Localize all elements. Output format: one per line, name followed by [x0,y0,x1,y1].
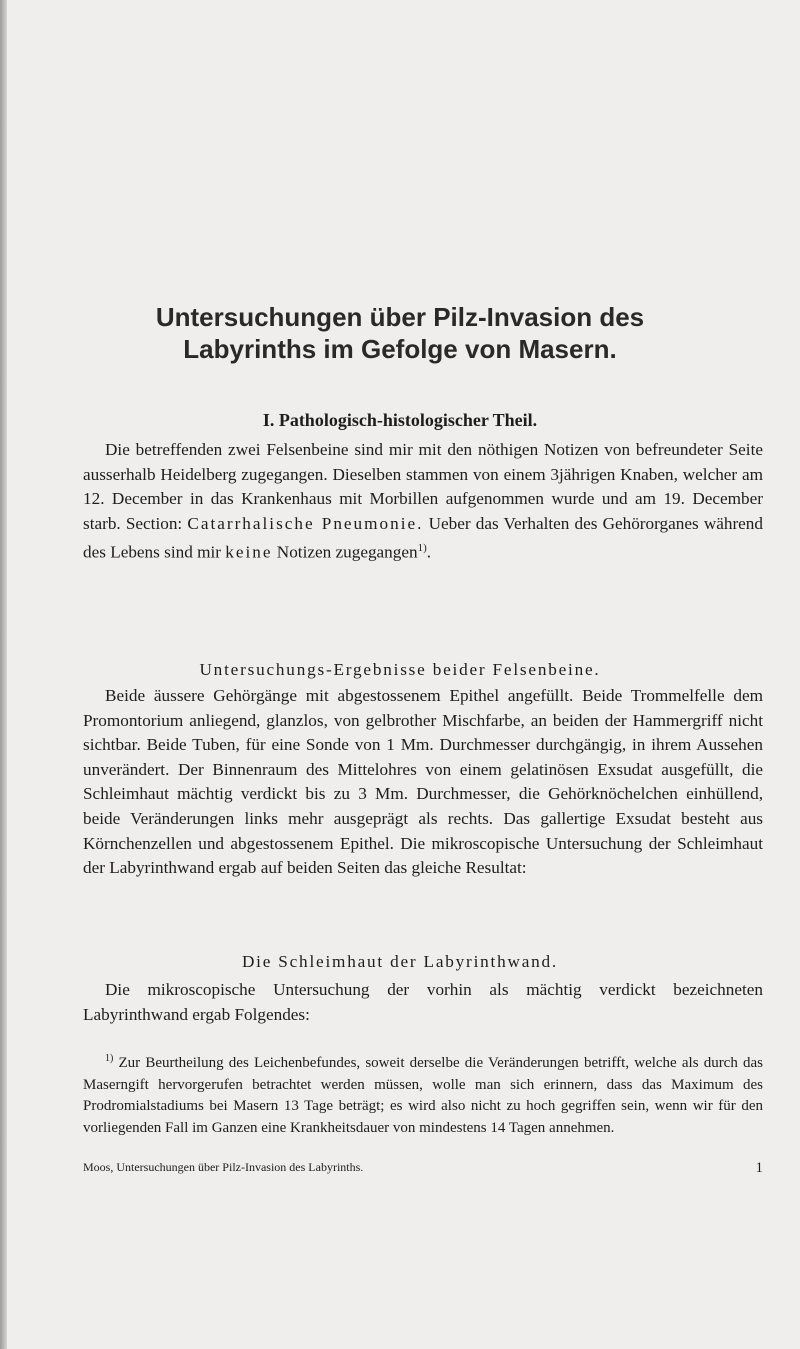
paragraph-intro [83,438,763,566]
title-line-1: Untersuchungen über Pilz-Invasion des [155,302,645,332]
paragraph-intro-text-1: Die betreffenden zwei Felsenbeine sind mir mit den nöthigen Notizen von befreundeter Seite ausserhalb Heidelberg zugegangen. Dieselben stammen von einem 3jährigen Knaben, welcher am 12. December in das Krankenhaus mit Morbillen aufgenommen wurde und am 19. December starb. Section: [83,440,763,533]
footnote [83,1048,763,1139]
running-title: Moos, Untersuchungen über Pilz-Invasion des Labyrinths. [83,1160,364,1174]
section-heading: I. Pathologisch-histologischer Theil. [262,410,538,430]
page-number: 1 [755,1160,763,1176]
paragraph-results: Beide äussere Gehörgänge mit abgestossenem Epithel angefüllt. Beide Trommelfelle dem Promontorium anliegend, glanzlos, von gelbrother Mischfarbe, an beiden der Hammergriff nicht sichtbar. Beide Tuben, für eine Sonde von 1 Mm. Durchmesser durchgängig, in ihrem Aussehen unverändert. Der Binnenraum des Mittelohres von einem gelatinösen Exsudat ausgefüllt, die Schleimhaut mächtig verdickt bis zu 3 Mm. Durchmesser, die Gehörknöchelchen einhüllend, beide Veränderungen links mehr ausgeprägt als rechts. Das gallertige Exsudat besteht aus Körnchenzellen und abgestossenem Epithel. Die mikroscopische Untersuchung der Schleimhaut der Labyrinthwand ergab auf beiden Seiten das gleiche Resultat: [83,686,763,878]
page-footer [83,1160,763,1177]
title-line-2: Labyrinths im Gefolge von Masern. [183,334,617,364]
emphasis-keine: keine [225,543,273,563]
paragraph-microscopy: Die mikroscopische Untersuchung der vorhin als mächtig verdickt bezeichneten Labyrinthwand ergab Folgendes: [83,980,763,1024]
subheading-results: Untersuchungs-Ergebnisse beider Felsenbeine. [199,660,601,679]
footnote-reference: 1) [417,542,427,555]
diagnosis-spaced-text: Catarrhalische Pneumonie. [187,513,424,533]
footnote-text: Zur Beurtheilung des Leichenbefundes, soweit derselbe die Veränderungen betrifft, welche als durch das Maserngift hervorgerufen betrachtet werden müssen, wolle man sich erinnern, dass das Maximum des Prodromialstadiums bei Masern 13 Tage beträgt; es wird also nicht zu hoch gegriffen sein, wenn wir für den vorliegenden Fall im Ganzen eine Krankheitsdauer von mindestens 14 Tagen annehmen. [83,1055,763,1136]
footnote-mark: 1) [105,1053,114,1064]
subheading-mucosa: Die Schleimhaut der Labyrinthwand. [241,952,559,971]
paragraph-intro-text-2: Ueber das Verhalten des Gehörorganes während des Lebens sind mir [83,513,763,563]
paragraph-intro-text-3: Notizen zugegangen [272,543,418,563]
paragraph-intro-end: . [426,543,432,563]
